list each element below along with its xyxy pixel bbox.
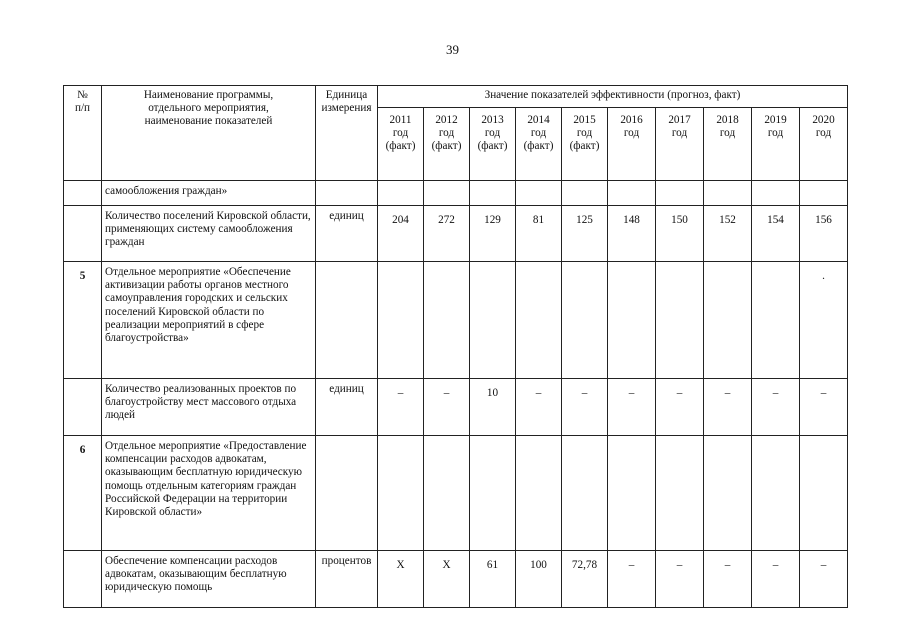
row-value <box>704 436 752 551</box>
row-unit: процентов <box>316 551 378 608</box>
row-value: 154 <box>752 206 800 262</box>
header-year: 2019 год <box>752 108 800 181</box>
row-value: 152 <box>704 206 752 262</box>
row-unit <box>316 181 378 206</box>
header-name: Наименование программы, отдельного мероприятия, наименование показателей <box>102 86 316 181</box>
row-num <box>64 379 102 436</box>
row-value: 156 <box>800 206 848 262</box>
row-value: X <box>424 551 470 608</box>
row-value: – <box>800 551 848 608</box>
row-value <box>752 181 800 206</box>
header-year: 2020 год <box>800 108 848 181</box>
row-num: 6 <box>64 436 102 551</box>
row-value <box>704 181 752 206</box>
row-value: 81 <box>516 206 562 262</box>
row-value <box>516 181 562 206</box>
row-value: X <box>378 551 424 608</box>
row-value <box>562 436 608 551</box>
row-value: . <box>800 262 848 379</box>
row-value: 61 <box>470 551 516 608</box>
row-value <box>424 262 470 379</box>
row-name: Обеспечение компенсации расходов адвокатам, оказывающим бесплатную юридическую помощь <box>102 551 316 608</box>
row-value: – <box>516 379 562 436</box>
header-unit: Единица измерения <box>316 86 378 181</box>
header-year: 2017 год <box>656 108 704 181</box>
row-name: Количество реализованных проектов по благоустройству мест массового отдыха людей <box>102 379 316 436</box>
row-value: – <box>656 551 704 608</box>
row-value: 72,78 <box>562 551 608 608</box>
row-value <box>608 181 656 206</box>
row-num: 5 <box>64 262 102 379</box>
row-num <box>64 206 102 262</box>
row-value <box>704 262 752 379</box>
row-value: – <box>378 379 424 436</box>
row-value <box>752 436 800 551</box>
row-value <box>752 262 800 379</box>
row-value: – <box>562 379 608 436</box>
row-value: 148 <box>608 206 656 262</box>
row-value: – <box>656 379 704 436</box>
row-value <box>470 436 516 551</box>
table-row <box>64 206 848 262</box>
row-value: – <box>424 379 470 436</box>
header-year: 2015 год (факт) <box>562 108 608 181</box>
row-value: 204 <box>378 206 424 262</box>
row-value <box>608 262 656 379</box>
row-name: самообложения граждан» <box>102 181 316 206</box>
row-value <box>470 181 516 206</box>
row-value: 272 <box>424 206 470 262</box>
row-value: 125 <box>562 206 608 262</box>
row-value: – <box>752 379 800 436</box>
table-row <box>64 436 848 551</box>
row-value: 129 <box>470 206 516 262</box>
row-value <box>378 181 424 206</box>
row-num <box>64 551 102 608</box>
row-value <box>656 436 704 551</box>
indicators-table <box>63 85 848 608</box>
row-value <box>516 436 562 551</box>
page-number: 39 <box>446 42 459 57</box>
row-value <box>656 262 704 379</box>
row-value: 150 <box>656 206 704 262</box>
row-name: Отдельное мероприятие «Обеспечение активизации работы органов местного самоуправления городских и сельских поселений Кировской области по реализации мероприятий в сфере благоустройства» <box>102 262 316 379</box>
header-year: 2016 год <box>608 108 656 181</box>
row-value <box>516 262 562 379</box>
row-value: – <box>752 551 800 608</box>
header-year: 2011 год (факт) <box>378 108 424 181</box>
row-unit <box>316 262 378 379</box>
table-row <box>64 379 848 436</box>
row-value <box>378 436 424 551</box>
row-value <box>562 181 608 206</box>
header-year: 2014 год (факт) <box>516 108 562 181</box>
header-year: 2012 год (факт) <box>424 108 470 181</box>
header-values: Значение показателей эффективности (прогноз, факт) <box>378 86 848 108</box>
row-value <box>378 262 424 379</box>
row-value <box>800 436 848 551</box>
row-value <box>470 262 516 379</box>
row-unit: единиц <box>316 206 378 262</box>
row-value: – <box>608 379 656 436</box>
row-unit: единиц <box>316 379 378 436</box>
row-value: 100 <box>516 551 562 608</box>
row-value: – <box>704 551 752 608</box>
row-value <box>424 436 470 551</box>
row-value: – <box>800 379 848 436</box>
row-value <box>656 181 704 206</box>
row-value: – <box>704 379 752 436</box>
table-row <box>64 551 848 608</box>
row-value <box>424 181 470 206</box>
header-year: 2018 год <box>704 108 752 181</box>
row-value <box>800 181 848 206</box>
row-num <box>64 181 102 206</box>
table-row <box>64 181 848 206</box>
row-name: Количество поселений Кировской области, применяющих систему самообложения граждан <box>102 206 316 262</box>
header-num: № п/п <box>64 86 102 181</box>
row-value <box>562 262 608 379</box>
row-value <box>608 436 656 551</box>
table-row <box>64 262 848 379</box>
header-year: 2013 год (факт) <box>470 108 516 181</box>
row-unit <box>316 436 378 551</box>
row-value: – <box>608 551 656 608</box>
row-value: 10 <box>470 379 516 436</box>
row-name: Отдельное мероприятие «Предоставление компенсации расходов адвокатам, оказывающим бесплатную юридическую помощь отдельным категориям граждан Российской Федерации на территории Кировской области» <box>102 436 316 551</box>
